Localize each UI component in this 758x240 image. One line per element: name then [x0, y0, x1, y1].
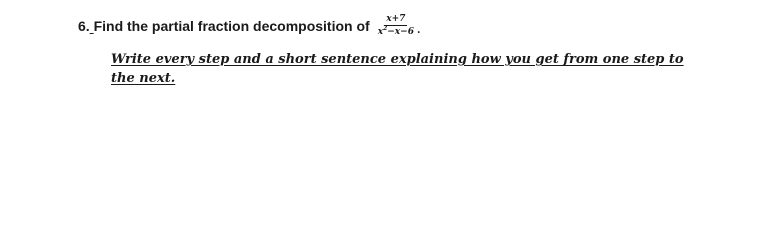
question-prompt: Find the partial fraction decomposition of: [93, 17, 370, 34]
terminal-period: .: [416, 25, 421, 36]
instruction-line-2: the next.: [111, 71, 176, 86]
question-line: [78, 14, 420, 37]
denominator-exponent: 2: [383, 25, 388, 32]
denominator-base: x: [377, 27, 384, 37]
instruction-text: [111, 50, 731, 88]
fraction-denominator: [376, 26, 416, 37]
denominator-rest: −x−6: [387, 27, 414, 37]
instruction-line-1: Write every step and a short sentence explaining how you get from one step to: [111, 52, 684, 67]
rational-expression: [376, 14, 416, 37]
fraction-numerator: x+7: [386, 14, 406, 24]
question-number-group: [78, 18, 94, 34]
question-number: 6.: [78, 17, 90, 34]
